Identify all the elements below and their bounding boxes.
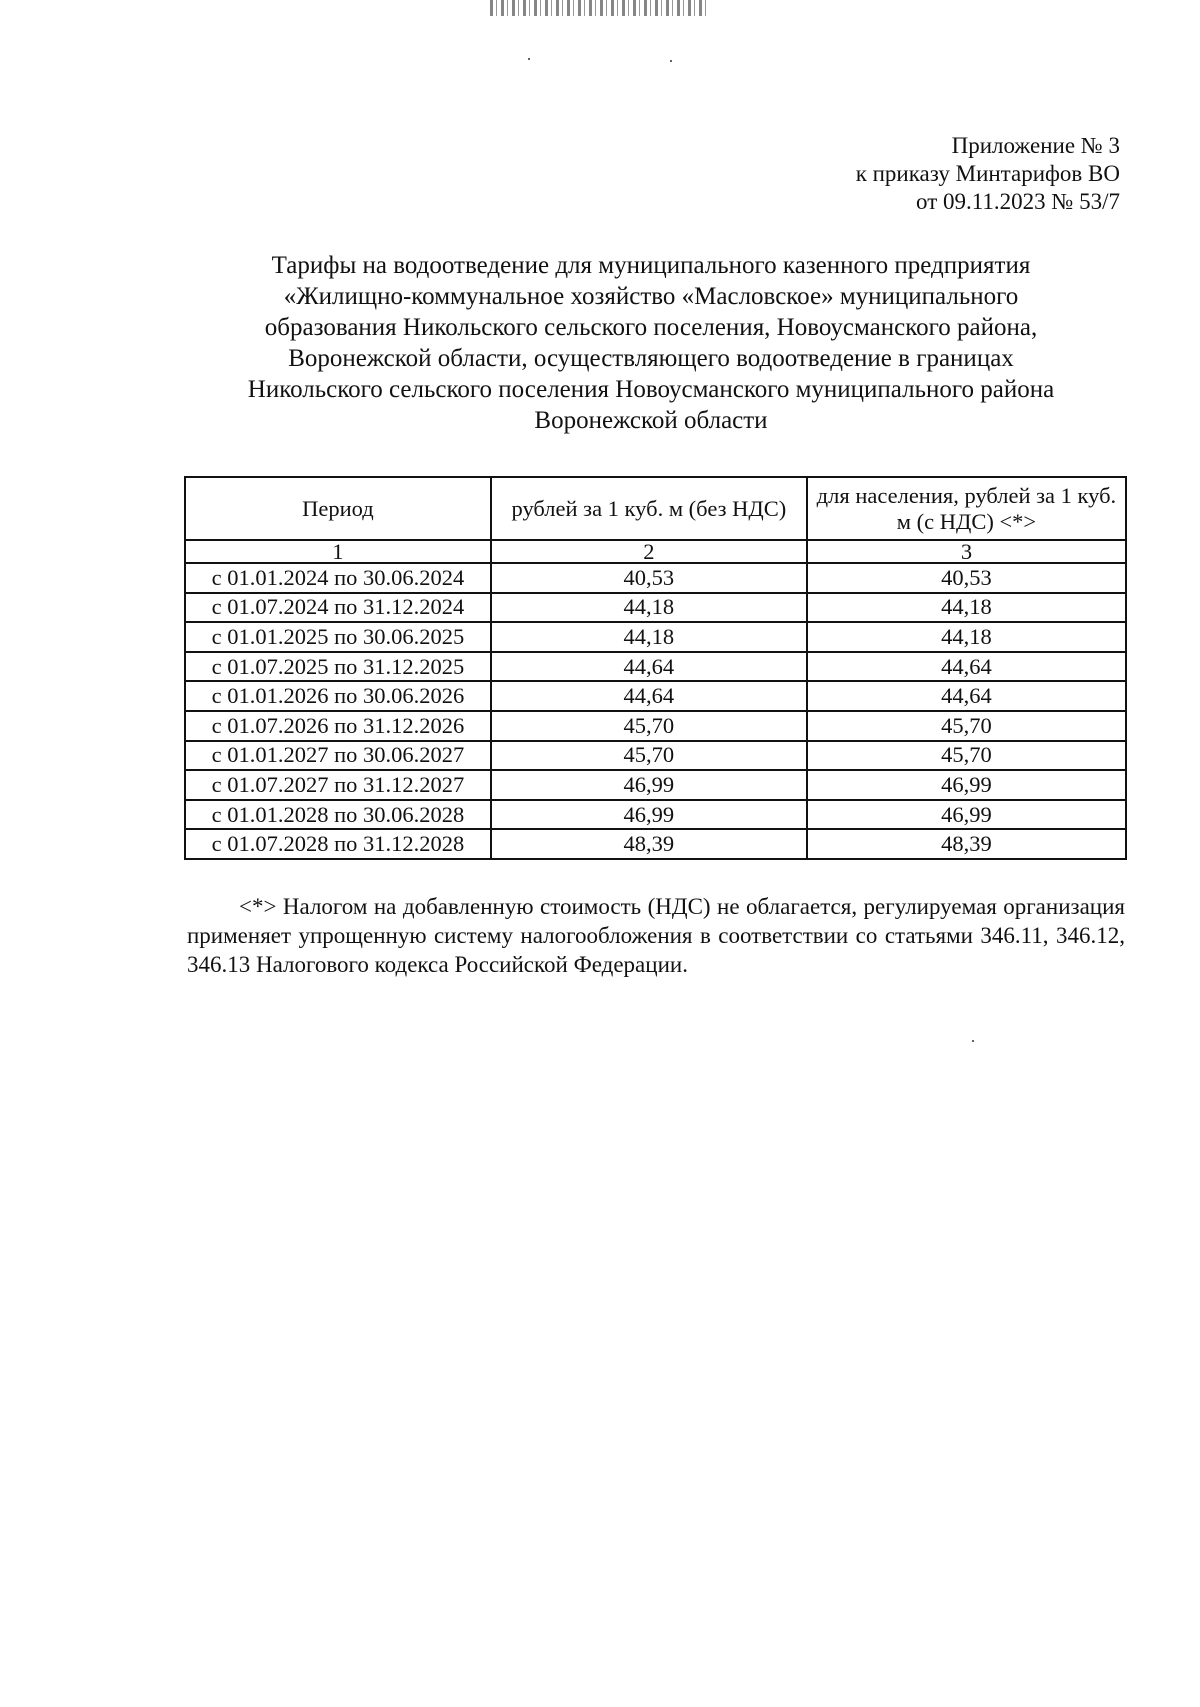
table-row: [185, 741, 1126, 771]
title-line: Никольского сельского поселения Новоусманского муниципального района: [247, 376, 1055, 403]
vat-footnote: [187, 892, 1125, 979]
scan-artifact: [490, 0, 710, 16]
rate-population-cell: 44,64: [807, 652, 1126, 682]
document-title: [176, 250, 1126, 436]
rate-no-vat-cell: 44,64: [491, 681, 807, 711]
rate-population-cell: 46,99: [807, 770, 1126, 800]
title-line: Тарифы на водоотведение для муниципального казенного предприятия: [271, 252, 1031, 279]
scan-speck: [670, 60, 672, 62]
rate-no-vat-cell: 46,99: [491, 770, 807, 800]
column-number-row: [185, 540, 1126, 563]
table-row: [185, 652, 1126, 682]
rate-no-vat-cell: 45,70: [491, 711, 807, 741]
rate-no-vat-cell: 40,53: [491, 563, 807, 593]
rate-no-vat-cell: 46,99: [491, 800, 807, 830]
scan-speck: [972, 1040, 974, 1042]
table-row: [185, 800, 1126, 830]
period-cell: с 01.07.2025 по 31.12.2025: [185, 652, 491, 682]
table-row: [185, 593, 1126, 623]
table-row: [185, 770, 1126, 800]
header-period: Период: [185, 477, 491, 540]
rate-population-cell: 44,64: [807, 681, 1126, 711]
rate-population-cell: 45,70: [807, 711, 1126, 741]
annex-order-date: от 09.11.2023 № 53/7: [916, 189, 1120, 214]
table-row: [185, 563, 1126, 593]
period-cell: с 01.01.2024 по 30.06.2024: [185, 563, 491, 593]
title-line: «Жилищно-коммунальное хозяйство «Масловское» муниципального: [283, 283, 1019, 310]
column-number: 1: [185, 540, 491, 563]
annex-reference: [720, 132, 1120, 216]
rate-population-cell: 45,70: [807, 741, 1126, 771]
period-cell: с 01.07.2027 по 31.12.2027: [185, 770, 491, 800]
period-cell: с 01.01.2025 по 30.06.2025: [185, 622, 491, 652]
table-header-row: [185, 477, 1126, 540]
rate-population-cell: 44,18: [807, 622, 1126, 652]
footnote-text: <*> Налогом на добавленную стоимость (НДС) не облагается, регулируемая организация применяет упрощенную систему налогообложения в соответствии со статьями 346.11, 346.12, 346.13 Налогового кодекса Российской Федерации.: [187, 894, 1125, 977]
column-number: 2: [491, 540, 807, 563]
table-row: [185, 829, 1126, 859]
table-row: [185, 711, 1126, 741]
header-rate-no-vat: рублей за 1 куб. м (без НДС): [491, 477, 807, 540]
title-line: образования Никольского сельского поселения, Новоусманского района,: [264, 314, 1038, 341]
rate-no-vat-cell: 45,70: [491, 741, 807, 771]
column-number: 3: [807, 540, 1126, 563]
tariff-table: [184, 476, 1127, 860]
header-rate-population: для населения, рублей за 1 куб. м (с НДС) <*>: [807, 477, 1126, 540]
table-row: [185, 622, 1126, 652]
annex-number: Приложение № 3: [951, 133, 1120, 158]
rate-population-cell: 40,53: [807, 563, 1126, 593]
rate-no-vat-cell: 48,39: [491, 829, 807, 859]
period-cell: с 01.01.2027 по 30.06.2027: [185, 741, 491, 771]
rate-no-vat-cell: 44,64: [491, 652, 807, 682]
period-cell: с 01.07.2028 по 31.12.2028: [185, 829, 491, 859]
period-cell: с 01.01.2028 по 30.06.2028: [185, 800, 491, 830]
rate-no-vat-cell: 44,18: [491, 622, 807, 652]
period-cell: с 01.07.2026 по 31.12.2026: [185, 711, 491, 741]
rate-population-cell: 46,99: [807, 800, 1126, 830]
period-cell: с 01.01.2026 по 30.06.2026: [185, 681, 491, 711]
rate-population-cell: 48,39: [807, 829, 1126, 859]
scan-speck: [528, 58, 530, 60]
table-row: [185, 681, 1126, 711]
rate-no-vat-cell: 44,18: [491, 593, 807, 623]
annex-order-ref: к приказу Минтарифов ВО: [855, 161, 1120, 186]
title-line: Воронежской области, осуществляющего водоотведение в границах: [288, 345, 1014, 372]
title-line: Воронежской области: [534, 407, 768, 434]
period-cell: с 01.07.2024 по 31.12.2024: [185, 593, 491, 623]
rate-population-cell: 44,18: [807, 593, 1126, 623]
